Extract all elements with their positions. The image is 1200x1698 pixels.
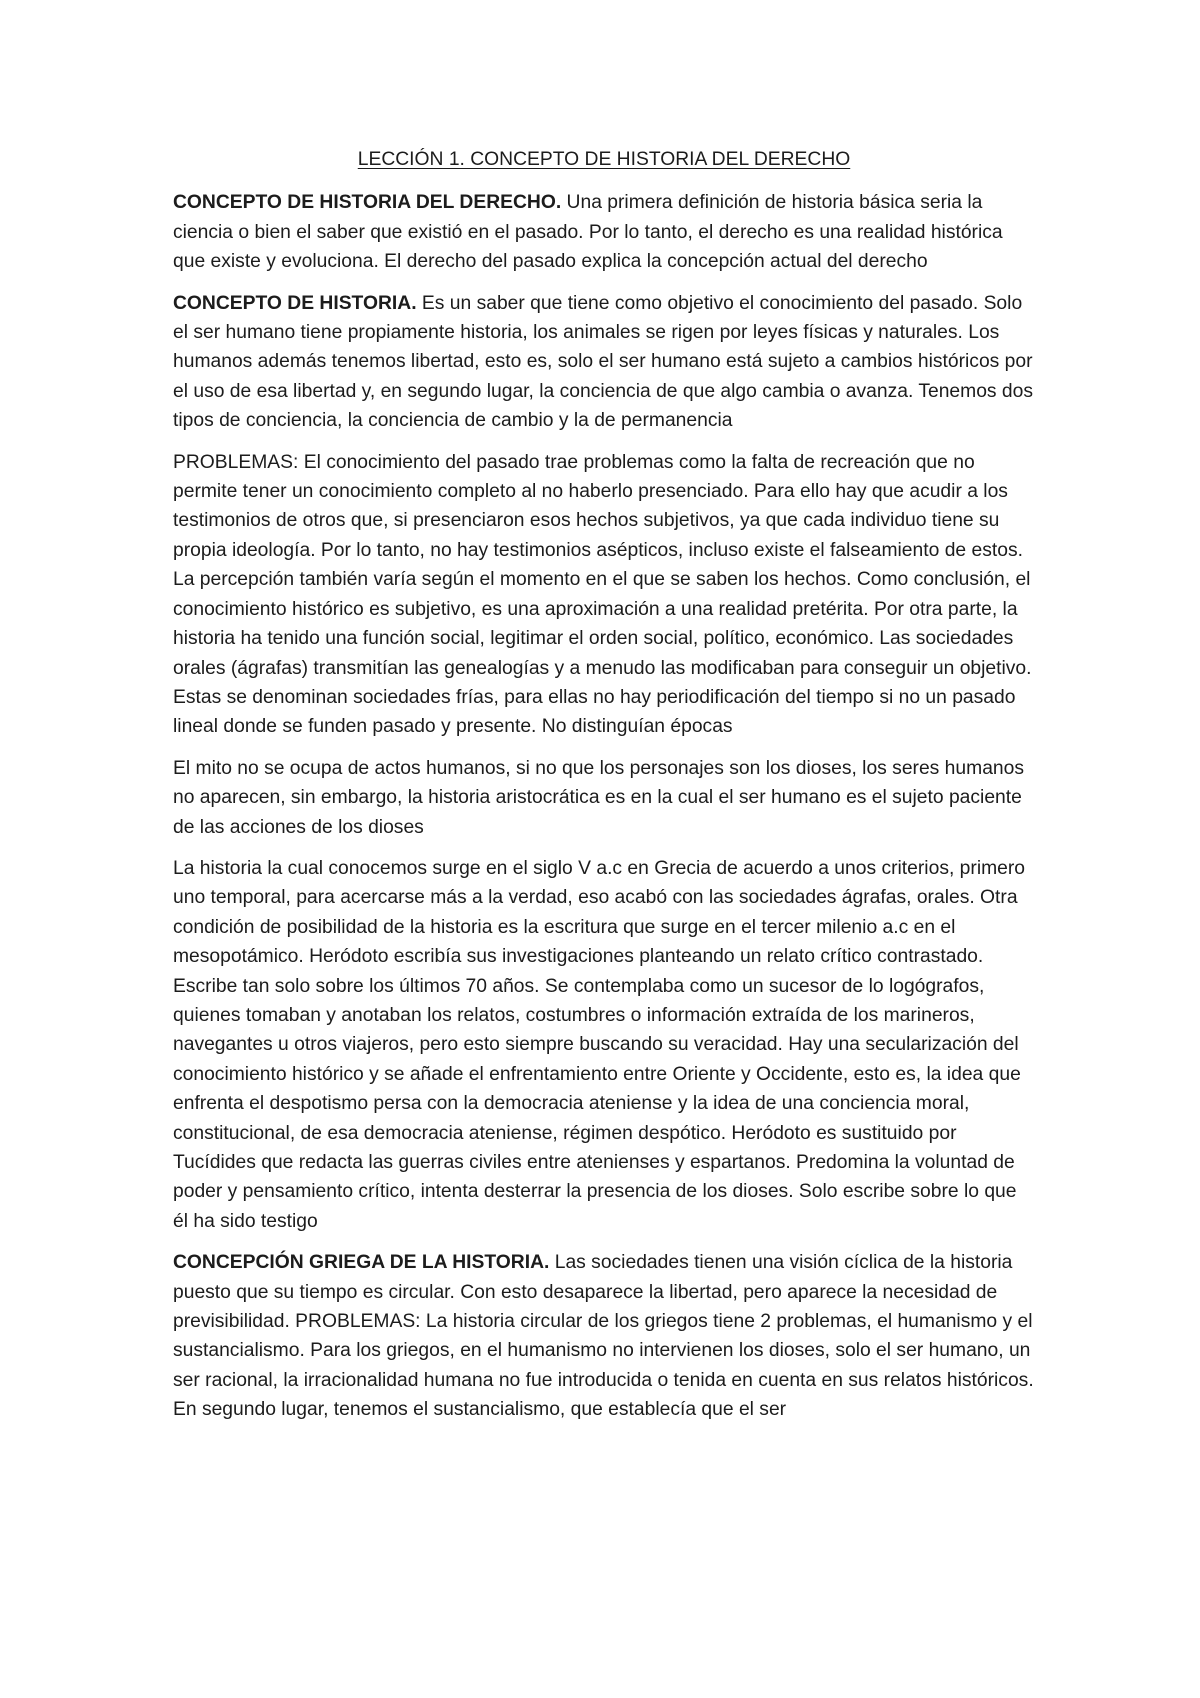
paragraph-heading: CONCEPCIÓN GRIEGA DE LA HISTORIA. — [173, 1252, 550, 1274]
paragraph-historia-grecia — [173, 854, 1035, 1236]
paragraph-text: Una primera definición de historia básica seria la ciencia o bien el saber que existió en el pasado. Por lo tanto, el derecho es una realidad histórica que existe y evoluciona. El derecho del pasado explica la concepción actual del derecho — [173, 192, 1003, 273]
paragraph-problemas — [173, 448, 1035, 742]
paragraph-concepto-historia — [173, 289, 1035, 436]
document-body — [173, 145, 1035, 1437]
paragraph-text: Las sociedades tienen una visión cíclica de la historia puesto que su tiempo es circular. Con esto desaparece la libertad, pero aparece la necesidad de previsibilidad. PROBLEMAS: La historia circular de los griegos tiene 2 problemas, el humanismo y el sustancialismo. Para los griegos, en el humanismo no intervienen los dioses, solo el ser humano, un ser racional, la irracionalidad humana no fue introducida o tenida en cuenta en sus relatos históricos. En segundo lugar, tenemos el sustancialismo, que establecía que el ser — [173, 1252, 1034, 1421]
paragraph-text: La historia la cual conocemos surge en el siglo V a.c en Grecia de acuerdo a unos criterios, primero uno temporal, para acercarse más a la verdad, eso acabó con las sociedades ágrafas, orales. Otra condición de posibilidad de la historia es la escritura que surge en el tercer milenio a.c en el mesopotámico. Heródoto escribía sus investigaciones planteando un relato crítico contrastado. Escribe tan solo sobre los últimos 70 años. Se contemplaba como un sucesor de lo logógrafos, quienes tomaban y anotaban los relatos, costumbres o información extraída de los marineros, navegantes u otros viajeros, pero esto siempre buscando su veracidad. Hay una secularización del conocimiento histórico y se añade el enfrentamiento entre Oriente y Occidente, esto es, la idea que enfrenta el despotismo persa con la democracia ateniense y la idea de una conciencia moral, constitucional, de esa democracia ateniense, régimen despótico. Heródoto es sustituido por Tucídides que redacta las guerras civiles entre atenienses y espartanos. Predomina la voluntad de poder y pensamiento crítico, intenta desterrar la presencia de los dioses. Solo escribe sobre lo que él ha sido testigo — [173, 857, 1026, 1232]
paragraph-concepcion-griega — [173, 1248, 1035, 1424]
paragraph-heading: CONCEPTO DE HISTORIA. — [173, 292, 417, 314]
paragraph-text: PROBLEMAS: El conocimiento del pasado trae problemas como la falta de recreación que no permite tener un conocimiento completo al no haberlo presenciado. Para ello hay que acudir a los testimonios de otros que, si presenciaron esos hechos subjetivos, ya que cada individuo tiene su propia ideología. Por lo tanto, no hay testimonios asépticos, incluso existe el falseamiento de estos. La percepción también varía según el momento en el que se saben los hechos. Como conclusión, el conocimiento histórico es subjetivo, es una aproximación a una realidad pretérita. Por otra parte, la historia ha tenido una función social, legitimar el orden social, político, económico. Las sociedades orales (ágrafas) transmitían las genealogías y a menudo las modificaban para conseguir un objetivo. Estas se denominan sociedades frías, para ellas no hay periodificación del tiempo si no un pasado lineal donde se funden pasado y presente. No distinguían épocas — [173, 451, 1032, 738]
paragraph-mito — [173, 754, 1035, 842]
paragraph-text: El mito no se ocupa de actos humanos, si no que los personajes son los dioses, los seres humanos no aparecen, sin embargo, la historia aristocrática es en la cual el ser humano es el sujeto paciente de las acciones de los dioses — [173, 757, 1025, 838]
paragraph-concepto-historia-derecho — [173, 188, 1035, 276]
document-title: LECCIÓN 1. CONCEPTO DE HISTORIA DEL DERECHO — [357, 149, 851, 170]
paragraph-text: Es un saber que tiene como objetivo el conocimiento del pasado. Solo el ser humano tiene propiamente historia, los animales se rigen por leyes físicas y naturales. Los humanos además tenemos libertad, esto es, solo el ser humano está sujeto a cambios históricos por el uso de esa libertad y, en segundo lugar, la conciencia de que algo cambia o avanza. Tenemos dos tipos de conciencia, la conciencia de cambio y la de permanencia — [173, 292, 1034, 432]
paragraph-heading: CONCEPTO DE HISTORIA DEL DERECHO. — [173, 192, 562, 214]
